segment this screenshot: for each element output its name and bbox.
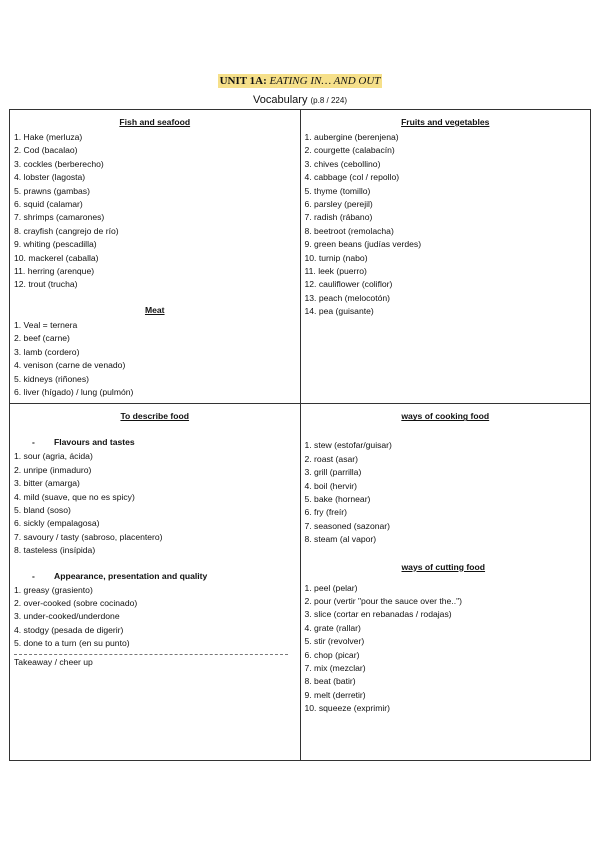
list-item: 9. whiting (pescadilla) <box>14 239 97 250</box>
list-item: 12. trout (trucha) <box>14 279 78 290</box>
list-item: 7. radish (rábano) <box>304 212 373 223</box>
list-item: 12. cauliflower (coliflor) <box>304 279 393 290</box>
document-title <box>218 74 383 88</box>
list-item: 4. venison (carne de venado) <box>14 360 126 371</box>
list-item: 5. prawns (gambas) <box>14 185 90 196</box>
list-item: 1. greasy (grasiento) <box>14 584 93 595</box>
list-item: 1. aubergine (berenjena) <box>304 132 399 142</box>
list-item: 10. mackerel (caballa) <box>14 252 99 263</box>
dashed-separator <box>14 654 288 655</box>
cooking-spacer <box>305 425 587 439</box>
list-item: 10. turnip (nabo) <box>304 252 368 263</box>
cooking-cell <box>300 404 591 761</box>
list-item: 7. shrimps (camarones) <box>14 212 105 223</box>
list-item: 5. done to a turn (en su punto) <box>14 638 130 649</box>
vocabulary-label: Vocabulary <box>253 94 308 106</box>
list-item: 4. grate (rallar) <box>304 622 361 633</box>
list-item: 4. mild (suave, que no es spicy) <box>14 491 135 502</box>
vocabulary-heading <box>0 94 600 106</box>
cooking-heading: ways of cooking food <box>401 411 490 422</box>
list-item: 6. parsley (perejil) <box>304 199 373 210</box>
list-item: 6. squid (calamar) <box>14 199 83 210</box>
list-item: 7. seasoned (sazonar) <box>304 520 391 531</box>
list-item: 13. peach (melocotón) <box>304 292 391 303</box>
list-item: 9. green beans (judías verdes) <box>304 239 422 250</box>
unit-subtitle: EATING IN… AND OUT <box>269 75 381 87</box>
list-item: 3. under-cooked/underdone <box>14 611 120 622</box>
cooking-list <box>305 439 587 546</box>
list-item: 5. kidneys (riñones) <box>14 373 89 384</box>
page-reference: (p.8 / 224) <box>310 96 347 105</box>
list-item: 2. over-cooked (sobre cocinado) <box>14 597 138 608</box>
list-item: 5. thyme (tomillo) <box>304 185 371 196</box>
list-item: 8. crayfish (cangrejo de río) <box>14 225 119 236</box>
extra-note: Takeaway / cheer up <box>14 656 93 667</box>
list-item: 2. pour (vertir "pour the sauce over the..") <box>304 595 463 606</box>
list-item: 11. leek (puerro) <box>304 266 367 277</box>
vocabulary-table <box>9 109 591 761</box>
list-item: 14. pea (guisante) <box>304 306 374 317</box>
fruits-list <box>305 131 587 319</box>
flavours-list <box>14 450 296 557</box>
meat-heading: Meat <box>144 304 165 315</box>
unit-label: UNIT 1A: <box>219 75 267 87</box>
appearance-subheading: - Appearance, presentation and quality <box>32 570 208 581</box>
fish-heading: Fish and seafood <box>119 117 191 127</box>
list-item: 8. beat (batir) <box>304 676 356 687</box>
appearance-subheading-label: Appearance, presentation and quality <box>54 570 208 581</box>
list-item: 3. lamb (cordero) <box>14 346 80 357</box>
list-item: 7. savoury / tasty (sabroso, placentero) <box>14 531 163 542</box>
list-item: 6. fry (freír) <box>304 507 347 518</box>
describe-cell <box>10 404 301 761</box>
list-item: 4. stodgy (pesada de digerir) <box>14 624 124 635</box>
list-item: 8. tasteless (insípida) <box>14 545 96 556</box>
list-item: 6. liver (hígado) / lung (pulmón) <box>14 386 134 397</box>
fish-list <box>14 131 296 292</box>
list-item: 4. cabbage (col / repollo) <box>304 172 400 183</box>
fruits-cell <box>300 110 591 404</box>
list-item: 11. herring (arenque) <box>14 266 95 277</box>
list-item: 3. bitter (amarga) <box>14 478 80 489</box>
list-item: 10. squeeze (exprimir) <box>304 703 390 714</box>
list-item: 8. beetroot (remolacha) <box>304 225 394 236</box>
list-item: 5. bake (hornear) <box>304 493 371 504</box>
list-item: 1. sour (agria, ácida) <box>14 451 93 462</box>
list-item: 3. chives (cebollino) <box>304 158 381 169</box>
list-item: 5. bland (soso) <box>14 504 71 515</box>
list-item: 3. cockles (berberecho) <box>14 158 104 169</box>
list-item: 1. Veal = ternera <box>14 319 78 330</box>
list-item: 2. roast (asar) <box>304 453 358 464</box>
list-item: 6. sickly (empalagosa) <box>14 518 100 529</box>
cutting-heading: ways of cutting food <box>401 561 486 572</box>
list-item: 2. unripe (inmaduro) <box>14 464 92 475</box>
cutting-list <box>305 582 587 716</box>
list-item: 1. peel (pelar) <box>304 582 358 593</box>
list-item: 3. grill (parrilla) <box>304 467 362 478</box>
flavours-subheading-label: Flavours and tastes <box>54 437 135 448</box>
describe-heading: To describe food <box>120 411 190 422</box>
document-title-wrap <box>0 71 600 89</box>
list-item: 4. boil (hervir) <box>304 480 358 491</box>
meat-list <box>14 319 296 399</box>
list-item: 5. stir (revolver) <box>304 636 365 647</box>
fruits-heading: Fruits and vegetables <box>401 117 490 127</box>
flavours-subheading: - Flavours and tastes <box>32 437 135 448</box>
list-item: 1. stew (estofar/guisar) <box>304 440 392 451</box>
list-item: 8. steam (al vapor) <box>304 534 377 545</box>
list-item: 4. lobster (lagosta) <box>14 172 86 183</box>
list-item: 6. chop (picar) <box>304 649 360 660</box>
fish-meat-cell <box>10 110 301 404</box>
list-item: 1. Hake (merluza) <box>14 132 83 142</box>
list-item: 2. courgette (calabacín) <box>304 145 395 156</box>
appearance-list <box>14 584 296 651</box>
list-item: 2. beef (carne) <box>14 333 70 344</box>
list-item: 3. slice (cortar en rebanadas / rodajas) <box>304 609 452 620</box>
list-item: 7. mix (mezclar) <box>304 663 366 673</box>
list-item: 2. Cod (bacalao) <box>14 145 78 156</box>
list-item: 9. melt (derretir) <box>304 689 366 700</box>
